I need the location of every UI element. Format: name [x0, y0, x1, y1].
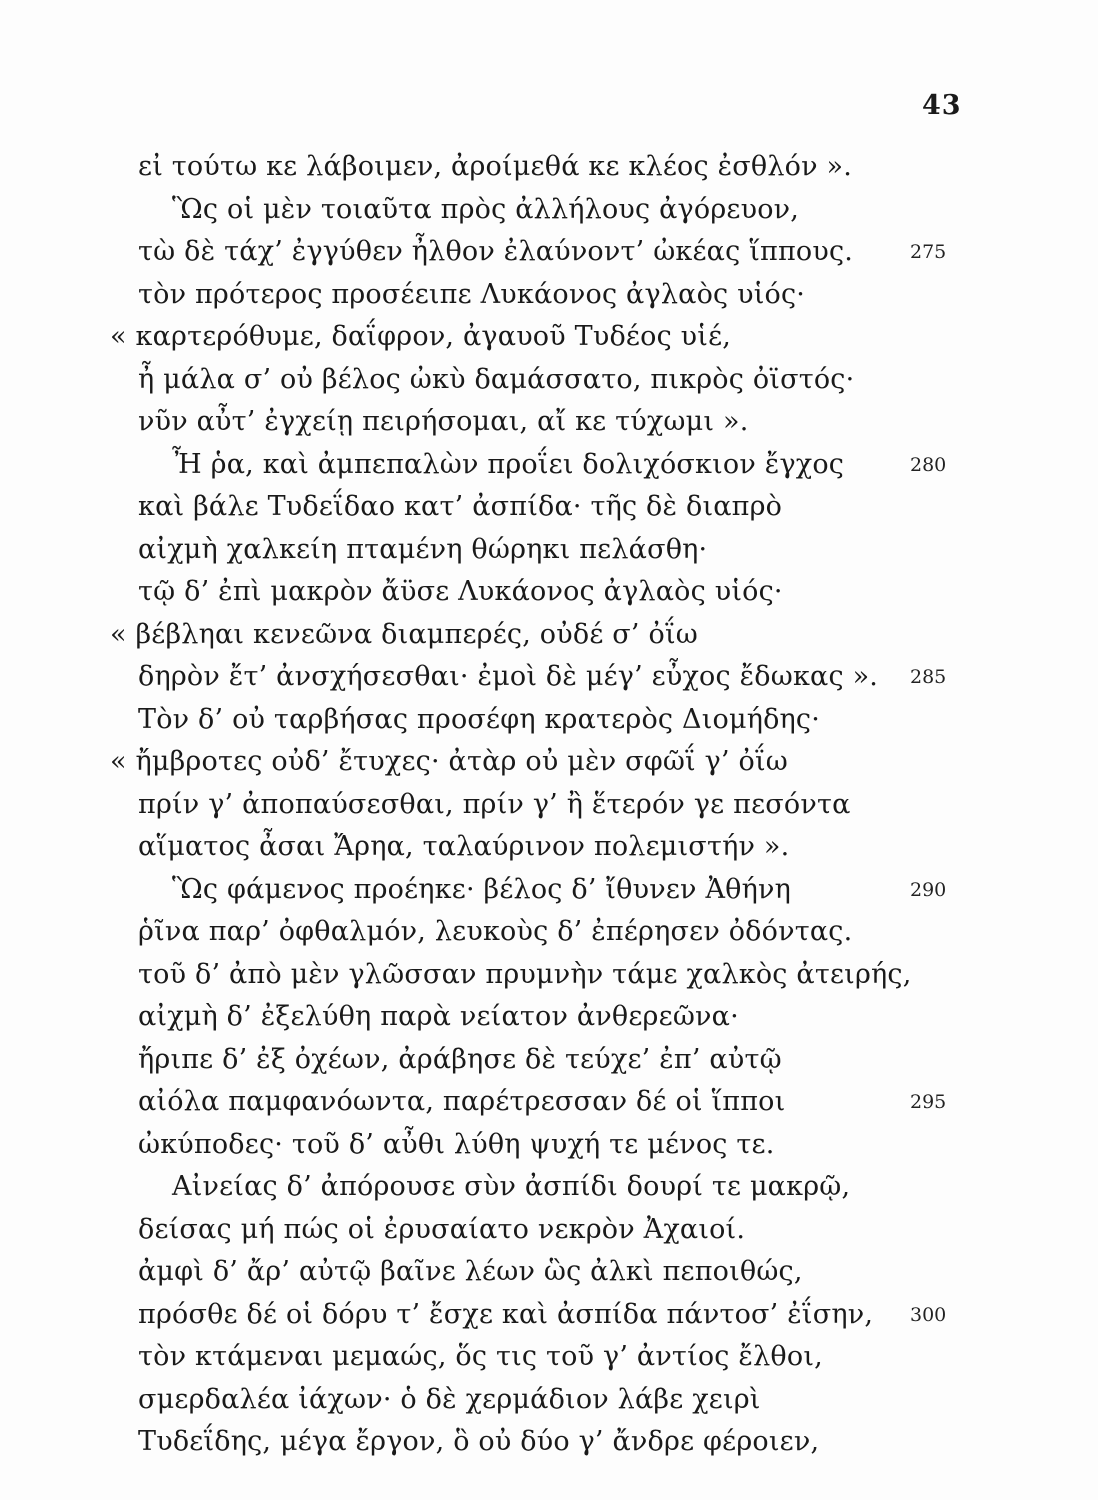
page-number: 43 — [922, 90, 962, 121]
verse-text: « καρτερόθυμε, δαΐφρον, ἀγαυοῦ Τυδέος υἱέ, — [110, 321, 732, 352]
verse-line — [0, 1379, 1098, 1422]
verse-text: αἰόλα παμφανόωντα, παρέτρεσσαν δέ οἱ ἵπποι — [138, 1086, 786, 1117]
verse-text: τοῦ δ’ ἀπὸ μὲν γλῶσσαν πρυμνὴν τάμε χαλκὸς ἀτειρής, — [138, 958, 912, 990]
verse-text: σμερδαλέα ἰάχων· ὁ δὲ χερμάδιον λάβε χειρὶ — [138, 1383, 761, 1415]
verse-text: ὠκύποδες· τοῦ δ’ αὖθι λύθη ψυχή τε μένος τε. — [138, 1128, 775, 1160]
verse-text: δηρὸν ἔτ’ ἀνσχήσεσθαι· ἐμοὶ δὲ μέγ’ εὖχος ἔδωκας ». — [138, 661, 879, 692]
verse-line — [0, 1166, 1098, 1209]
verse-line — [0, 869, 1098, 912]
verse-line — [0, 1251, 1098, 1294]
verse-line — [0, 741, 1098, 784]
verse-line — [0, 826, 1098, 869]
verse-block — [0, 146, 1098, 1464]
verse-line — [0, 189, 1098, 232]
verse-line — [0, 359, 1098, 402]
verse-text: δείσας μή πώς οἱ ἐρυσαίατο νεκρὸν Ἀχαιοί. — [138, 1213, 746, 1245]
verse-line — [0, 1294, 1098, 1337]
verse-text: εἰ τούτω κε λάβοιμεν, ἀροίμεθά κε κλέος ἐσθλόν ». — [138, 151, 853, 182]
verse-line — [0, 529, 1098, 572]
verse-line — [0, 699, 1098, 742]
verse-line — [0, 486, 1098, 529]
verse-line — [0, 1421, 1098, 1464]
verse-text: « ἤμβροτες οὐδ’ ἔτυχες· ἀτὰρ οὐ μὲν σφῶΐ γ’ ὀΐω — [110, 746, 788, 777]
verse-line — [0, 571, 1098, 614]
verse-line — [0, 1081, 1098, 1124]
verse-text: τὼ δὲ τάχ’ ἐγγύθεν ἦλθον ἐλαύνοντ’ ὠκέας ἵππους. — [138, 236, 854, 267]
verse-line — [0, 614, 1098, 657]
verse-text: Ἦ ῥα, καὶ ἀμπεπαλὼν προΐει δολιχόσκιον ἔγχος — [172, 448, 845, 480]
verse-text: πρίν γ’ ἀποπαύσεσθαι, πρίν γ’ ἢ ἕτερόν γε πεσόντα — [138, 788, 851, 820]
verse-line — [0, 656, 1098, 699]
verse-text: αἰχμὴ χαλκείη πταμένη θώρηκι πελάσθη· — [138, 533, 708, 565]
verse-line — [0, 911, 1098, 954]
line-number: 275 — [910, 241, 947, 263]
verse-text: καὶ βάλε Τυδεΐδαο κατ’ ἀσπίδα· τῆς δὲ διαπρὸ — [138, 491, 783, 522]
verse-text: τὸν κτάμεναι μεμαώς, ὅς τις τοῦ γ’ ἀντίος ἔλθοι, — [138, 1341, 823, 1372]
line-number: 290 — [910, 878, 947, 901]
line-number: 295 — [910, 1091, 947, 1113]
line-number: 300 — [910, 1303, 947, 1326]
verse-text: πρόσθε δέ οἱ δόρυ τ’ ἔσχε καὶ ἀσπίδα πάντοσ’ ἐΐσην, — [138, 1298, 874, 1330]
verse-text: Τυδεΐδης, μέγα ἔργον, ὃ οὐ δύο γ’ ἄνδρε φέροιεν, — [138, 1426, 820, 1457]
verse-text: αἰχμὴ δ’ ἐξελύθη παρὰ νείατον ἀνθερεῶνα· — [138, 1001, 739, 1032]
verse-line — [0, 401, 1098, 444]
verse-text: Ὣς οἱ μὲν τοιαῦτα πρὸς ἀλλήλους ἀγόρευον, — [172, 193, 800, 225]
verse-line — [0, 1124, 1098, 1167]
line-number: 280 — [910, 453, 947, 476]
verse-text: Ὣς φάμενος προέηκε· βέλος δ’ ἴθυνεν Ἀθήνη — [172, 873, 791, 905]
verse-line — [0, 274, 1098, 317]
verse-line — [0, 146, 1098, 189]
line-number: 285 — [910, 666, 947, 688]
verse-text: ἤριπε δ’ ἐξ ὀχέων, ἀράβησε δὲ τεύχε’ ἐπ’ αὐτῷ — [138, 1043, 782, 1075]
verse-line — [0, 444, 1098, 487]
verse-text: νῦν αὖτ’ ἐγχείῃ πειρήσομαι, αἴ κε τύχωμι ». — [138, 406, 749, 437]
verse-text: Τὸν δ’ οὐ ταρβήσας προσέφη κρατερὸς Διομήδης· — [138, 703, 821, 735]
verse-text: « βέβληαι κενεῶνα διαμπερές, οὐδέ σ’ ὀΐω — [110, 618, 698, 650]
verse-line — [0, 954, 1098, 997]
verse-line — [0, 231, 1098, 274]
verse-text: ἀμφὶ δ’ ἄρ’ αὐτῷ βαῖνε λέων ὣς ἀλκὶ πεποιθώς, — [138, 1256, 803, 1287]
verse-line — [0, 1336, 1098, 1379]
verse-line — [0, 996, 1098, 1039]
verse-text: ἦ μάλα σ’ οὐ βέλος ὠκὺ δαμάσσατο, πικρὸς ὀϊστός· — [138, 363, 855, 395]
verse-text: Αἰνείας δ’ ἀπόρουσε σὺν ἀσπίδι δουρί τε μακρῷ, — [172, 1171, 851, 1202]
verse-line — [0, 784, 1098, 827]
verse-text: αἵματος ἆσαι Ἄρηα, ταλαύρινον πολεμιστήν ». — [138, 831, 790, 862]
verse-text: τῷ δ’ ἐπὶ μακρὸν ἄϋσε Λυκάονος ἀγλαὸς υἱός· — [138, 576, 783, 607]
verse-line — [0, 1039, 1098, 1082]
verse-text: τὸν πρότερος προσέειπε Λυκάονος ἀγλαὸς υἱός· — [138, 278, 806, 310]
verse-text: ῥῖνα παρ’ ὀφθαλμόν, λευκοὺς δ’ ἐπέρησεν ὀδόντας. — [138, 916, 853, 947]
verse-line — [0, 1209, 1098, 1252]
verse-line — [0, 316, 1098, 359]
